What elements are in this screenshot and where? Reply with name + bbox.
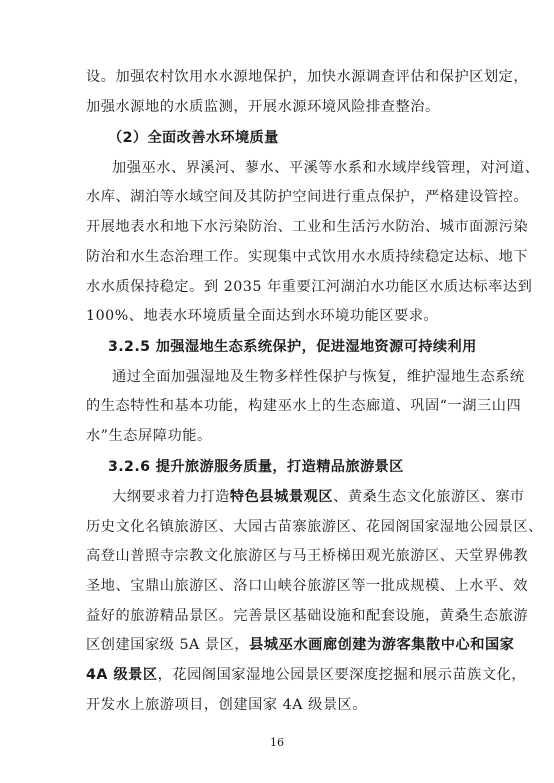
paragraph-line: 圣地、宝鼎山旅游区、洛口山峡谷旅游区等一批成规模、上水平、效 <box>86 578 529 594</box>
bold-text-run: 特色县城景观区 <box>229 489 334 505</box>
paragraph-line: 水水质保持稳定。到 2035 年重要江河湖泊水功能区水质达标率达到 <box>86 279 533 295</box>
paragraph-line: 防治和水生态治理工作。实现集中式饮用水水质持续稳定达标、地下 <box>86 249 529 265</box>
paragraph-line: 高登山普照寺宗教文化旅游区与马王桥梯田观光旅游区、天堂界佛教 <box>86 548 529 564</box>
text-run: 大纲要求着力打造 <box>112 489 230 505</box>
section-heading: （2）全面改善水环境质量 <box>108 130 279 146</box>
bold-text-run: 县城巫水画廊创建为游客集散中心和国家 <box>249 637 515 653</box>
paragraph-line: 历史文化名镇旅游区、大园古苗寨旅游区、花园阁国家湿地公园景区、 <box>86 519 543 535</box>
paragraph-line: 通过全面加强湿地及生物多样性保护与恢复，维护湿地生态系统 <box>112 369 525 385</box>
paragraph-line: 益好的旅游精品景区。完善景区基础设施和配套设施，黄桑生态旅游 <box>86 608 529 624</box>
text-run: 、黄桑生态文化旅游区、寨市 <box>333 489 525 505</box>
page-number: 16 <box>270 736 284 749</box>
paragraph-line: 的生态特性和基本功能，构建巫水上的生态廊道、巩固“一湖三山四 <box>86 398 522 414</box>
text-run: ，花园阁国家湿地公园景区要深度挖掘和展示苗族文化， <box>157 667 527 683</box>
paragraph-line: 开展地表水和地下水污染防治、工业和生活污水防治、城市面源污染 <box>86 219 529 235</box>
paragraph-line: 设。加强农村饮用水水源地保护，加快水源调查评估和保护区划定， <box>86 69 529 85</box>
bold-text-run: 4A 级景区 <box>86 667 158 683</box>
paragraph-line: 开发水上旅游项目，创建国家 4A 级景区。 <box>86 697 368 713</box>
paragraph-line: 加强巫水、界溪河、蓼水、平溪等水系和水域岸线管理，对河道、 <box>112 160 540 176</box>
paragraph-line: 水库、湖泊等水域空间及其防护空间进行重点保护，严格建设管控。 <box>86 189 529 205</box>
text-run: 区创建国家级 5A 景区， <box>86 637 250 653</box>
section-heading: 3.2.5 加强湿地生态系统保护，促进湿地资源可持续利用 <box>108 339 477 355</box>
paragraph-line <box>86 636 515 654</box>
paragraph-line: 100%、地表水环境质量全面达到水环境功能区要求。 <box>86 308 439 324</box>
section-heading: 3.2.6 提升旅游服务质量，打造精品旅游景区 <box>108 459 404 475</box>
paragraph-line <box>86 666 527 684</box>
paragraph-line <box>112 488 525 506</box>
paragraph-line: 加强水源地的水质监测，开展水源环境风险排查整治。 <box>86 99 440 115</box>
paragraph-line: 水”生态屏障功能。 <box>86 428 212 444</box>
